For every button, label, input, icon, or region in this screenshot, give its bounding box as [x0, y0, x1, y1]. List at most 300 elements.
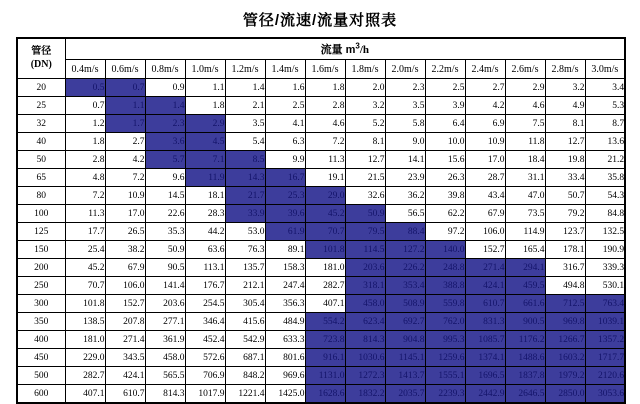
value-cell: 407.1 [305, 295, 345, 313]
value-cell: 1979.2 [545, 367, 585, 385]
velocity-header-1.6m/s: 1.6m/s [305, 60, 345, 79]
value-cell: 763.4 [585, 295, 625, 313]
value-cell: 6.4 [425, 115, 465, 133]
value-cell: 8.1 [545, 115, 585, 133]
value-cell: 38.2 [105, 241, 145, 259]
dn-cell: 300 [17, 295, 65, 313]
value-cell: 424.1 [465, 277, 505, 295]
value-cell: 1.7 [105, 115, 145, 133]
value-cell: 916.1 [305, 349, 345, 367]
value-cell: 2239.3 [425, 385, 465, 404]
value-cell: 26.3 [425, 169, 465, 187]
flow-header-sup: 3 [355, 41, 360, 51]
value-cell: 361.9 [145, 331, 185, 349]
value-cell: 346.4 [185, 313, 225, 331]
value-cell: 559.8 [425, 295, 465, 313]
value-cell: 19.8 [545, 151, 585, 169]
table-header [17, 38, 625, 79]
velocity-header-1.0m/s: 1.0m/s [185, 60, 225, 79]
value-cell: 1628.6 [305, 385, 345, 404]
dn-cell: 150 [17, 241, 65, 259]
value-cell: 458.0 [145, 349, 185, 367]
value-cell: 114.9 [505, 223, 545, 241]
value-cell: 9.6 [145, 169, 185, 187]
value-cell: 3.2 [545, 79, 585, 97]
value-cell: 762.0 [425, 313, 465, 331]
value-cell: 3.5 [225, 115, 265, 133]
value-cell: 132.5 [585, 223, 625, 241]
value-cell: 1.8 [65, 133, 105, 151]
value-cell: 36.2 [385, 187, 425, 205]
value-cell: 14.3 [225, 169, 265, 187]
value-cell: 53.0 [225, 223, 265, 241]
value-cell: 572.6 [185, 349, 225, 367]
table-row-dn-50 [17, 151, 625, 169]
value-cell: 158.3 [265, 259, 305, 277]
velocity-header-row [17, 60, 625, 79]
value-cell: 39.6 [265, 205, 305, 223]
value-cell: 0.7 [65, 97, 105, 115]
value-cell: 2.3 [385, 79, 425, 97]
value-cell: 79.2 [545, 205, 585, 223]
value-cell: 21.5 [345, 169, 385, 187]
value-cell: 610.7 [105, 385, 145, 404]
value-cell: 61.9 [265, 223, 305, 241]
value-cell: 33.9 [225, 205, 265, 223]
value-cell: 2.9 [185, 115, 225, 133]
value-cell: 4.8 [65, 169, 105, 187]
value-cell: 73.5 [505, 205, 545, 223]
corner-header-line2: (DN) [30, 58, 52, 70]
value-cell: 12.7 [545, 133, 585, 151]
value-cell: 89.1 [265, 241, 305, 259]
velocity-header-2.6m/s: 2.6m/s [505, 60, 545, 79]
value-cell: 415.6 [225, 313, 265, 331]
value-cell: 2120.6 [585, 367, 625, 385]
value-cell: 35.8 [585, 169, 625, 187]
value-cell: 11.8 [505, 133, 545, 151]
value-cell: 814.3 [345, 331, 385, 349]
value-cell: 1.8 [305, 79, 345, 97]
value-cell: 76.3 [225, 241, 265, 259]
value-cell: 706.9 [185, 367, 225, 385]
dn-cell: 450 [17, 349, 65, 367]
value-cell: 661.6 [505, 295, 545, 313]
value-cell: 4.1 [265, 115, 305, 133]
value-cell: 2850.0 [545, 385, 585, 404]
value-cell: 14.5 [145, 187, 185, 205]
value-cell: 2.7 [465, 79, 505, 97]
dn-cell: 100 [17, 205, 65, 223]
value-cell: 43.4 [465, 187, 505, 205]
value-cell: 1266.7 [545, 331, 585, 349]
dn-cell: 80 [17, 187, 65, 205]
value-cell: 141.4 [145, 277, 185, 295]
value-cell: 801.6 [265, 349, 305, 367]
velocity-header-1.4m/s: 1.4m/s [265, 60, 305, 79]
value-cell: 831.3 [465, 313, 505, 331]
value-cell: 848.2 [225, 367, 265, 385]
dn-cell: 32 [17, 115, 65, 133]
value-cell: 1039.1 [585, 313, 625, 331]
value-cell: 339.3 [585, 259, 625, 277]
value-cell: 26.5 [105, 223, 145, 241]
value-cell: 229.0 [65, 349, 105, 367]
value-cell: 25.3 [265, 187, 305, 205]
value-cell: 17.0 [465, 151, 505, 169]
value-cell: 353.4 [385, 277, 425, 295]
value-cell: 1696.5 [465, 367, 505, 385]
value-cell: 9.9 [265, 151, 305, 169]
value-cell: 5.7 [145, 151, 185, 169]
value-cell: 44.2 [185, 223, 225, 241]
value-cell: 2035.7 [385, 385, 425, 404]
value-cell: 1837.8 [505, 367, 545, 385]
value-cell: 17.0 [105, 205, 145, 223]
value-cell: 203.6 [145, 295, 185, 313]
value-cell: 19.1 [305, 169, 345, 187]
value-cell: 50.9 [145, 241, 185, 259]
value-cell: 407.1 [65, 385, 105, 404]
value-cell: 123.7 [545, 223, 585, 241]
value-cell: 3.2 [345, 97, 385, 115]
value-cell: 22.6 [145, 205, 185, 223]
flow-header-cell [65, 38, 625, 60]
value-cell: 633.3 [265, 331, 305, 349]
value-cell: 0.9 [145, 79, 185, 97]
value-cell: 4.2 [465, 97, 505, 115]
value-cell: 28.7 [465, 169, 505, 187]
value-cell: 5.8 [385, 115, 425, 133]
value-cell: 388.8 [425, 277, 465, 295]
value-cell: 2.7 [105, 133, 145, 151]
value-cell: 712.5 [545, 295, 585, 313]
value-cell: 424.1 [105, 367, 145, 385]
value-cell: 1.6 [265, 79, 305, 97]
value-cell: 127.2 [385, 241, 425, 259]
value-cell: 16.7 [265, 169, 305, 187]
value-cell: 4.6 [505, 97, 545, 115]
value-cell: 101.8 [305, 241, 345, 259]
table-row-dn-300 [17, 295, 625, 313]
dn-cell: 20 [17, 79, 65, 97]
velocity-header-2.2m/s: 2.2m/s [425, 60, 465, 79]
value-cell: 90.5 [145, 259, 185, 277]
velocity-header-0.8m/s: 0.8m/s [145, 60, 185, 79]
value-cell: 11.3 [65, 205, 105, 223]
velocity-header-0.6m/s: 0.6m/s [105, 60, 145, 79]
value-cell: 15.6 [425, 151, 465, 169]
value-cell: 4.5 [185, 133, 225, 151]
value-cell: 7.2 [105, 169, 145, 187]
table-row-dn-65 [17, 169, 625, 187]
value-cell: 8.1 [345, 133, 385, 151]
value-cell: 247.4 [265, 277, 305, 295]
value-cell: 8.5 [225, 151, 265, 169]
value-cell: 3.9 [425, 97, 465, 115]
value-cell: 63.6 [185, 241, 225, 259]
value-cell: 6.9 [465, 115, 505, 133]
value-cell: 2.5 [425, 79, 465, 97]
table-row-dn-80 [17, 187, 625, 205]
value-cell: 79.5 [345, 223, 385, 241]
dn-cell: 125 [17, 223, 65, 241]
value-cell: 7.2 [65, 187, 105, 205]
dn-cell: 500 [17, 367, 65, 385]
table-row-dn-125 [17, 223, 625, 241]
value-cell: 1259.6 [425, 349, 465, 367]
value-cell: 88.4 [385, 223, 425, 241]
value-cell: 70.7 [65, 277, 105, 295]
table-row-dn-400 [17, 331, 625, 349]
value-cell: 7.5 [505, 115, 545, 133]
value-cell: 277.1 [145, 313, 185, 331]
value-cell: 2442.9 [465, 385, 505, 404]
value-cell: 32.6 [345, 187, 385, 205]
table-body [17, 79, 625, 404]
value-cell: 1.4 [225, 79, 265, 97]
value-cell: 50.7 [545, 187, 585, 205]
value-cell: 17.7 [65, 223, 105, 241]
value-cell: 4.9 [545, 97, 585, 115]
value-cell: 31.1 [505, 169, 545, 187]
value-cell: 692.7 [385, 313, 425, 331]
value-cell: 56.5 [385, 205, 425, 223]
corner-header-cell [17, 38, 65, 79]
value-cell: 1131.0 [305, 367, 345, 385]
value-cell: 11.9 [185, 169, 225, 187]
value-cell: 356.3 [265, 295, 305, 313]
dn-cell: 50 [17, 151, 65, 169]
value-cell: 623.4 [345, 313, 385, 331]
value-cell: 207.8 [105, 313, 145, 331]
value-cell: 2.8 [305, 97, 345, 115]
value-cell: 6.3 [265, 133, 305, 151]
value-cell: 5.4 [225, 133, 265, 151]
value-cell: 2.0 [345, 79, 385, 97]
value-cell: 8.7 [585, 115, 625, 133]
value-cell: 1145.1 [385, 349, 425, 367]
table-row-dn-600 [17, 385, 625, 404]
value-cell: 271.4 [465, 259, 505, 277]
value-cell: 3.5 [385, 97, 425, 115]
value-cell: 152.7 [465, 241, 505, 259]
value-cell: 1.8 [185, 97, 225, 115]
value-cell: 904.8 [385, 331, 425, 349]
value-cell: 318.1 [345, 277, 385, 295]
value-cell: 1717.7 [585, 349, 625, 367]
value-cell: 0.5 [65, 79, 105, 97]
value-cell: 113.1 [185, 259, 225, 277]
value-cell: 1176.2 [505, 331, 545, 349]
value-cell: 2.8 [65, 151, 105, 169]
value-cell: 138.5 [65, 313, 105, 331]
value-cell: 1357.2 [585, 331, 625, 349]
table-row-dn-200 [17, 259, 625, 277]
value-cell: 2.9 [505, 79, 545, 97]
value-cell: 3.4 [585, 79, 625, 97]
value-cell: 1085.7 [465, 331, 505, 349]
flow-rate-table [16, 37, 626, 404]
velocity-header-2.0m/s: 2.0m/s [385, 60, 425, 79]
flow-header-row [17, 38, 625, 60]
dn-cell: 350 [17, 313, 65, 331]
velocity-header-1.2m/s: 1.2m/s [225, 60, 265, 79]
value-cell: 5.2 [345, 115, 385, 133]
table-row-dn-500 [17, 367, 625, 385]
value-cell: 10.0 [425, 133, 465, 151]
value-cell: 4.2 [105, 151, 145, 169]
value-cell: 70.7 [305, 223, 345, 241]
value-cell: 1413.7 [385, 367, 425, 385]
value-cell: 1425.0 [265, 385, 305, 404]
value-cell: 1603.2 [545, 349, 585, 367]
value-cell: 7.2 [305, 133, 345, 151]
value-cell: 39.8 [425, 187, 465, 205]
value-cell: 995.3 [425, 331, 465, 349]
value-cell: 18.1 [185, 187, 225, 205]
value-cell: 203.6 [345, 259, 385, 277]
value-cell: 1.1 [105, 97, 145, 115]
value-cell: 1221.4 [225, 385, 265, 404]
value-cell: 969.8 [545, 313, 585, 331]
value-cell: 294.1 [505, 259, 545, 277]
dn-cell: 25 [17, 97, 65, 115]
value-cell: 29.0 [305, 187, 345, 205]
value-cell: 135.7 [225, 259, 265, 277]
dn-cell: 200 [17, 259, 65, 277]
value-cell: 47.0 [505, 187, 545, 205]
value-cell: 458.0 [345, 295, 385, 313]
dn-cell: 65 [17, 169, 65, 187]
value-cell: 176.7 [185, 277, 225, 295]
value-cell: 2.3 [145, 115, 185, 133]
value-cell: 282.7 [305, 277, 345, 295]
value-cell: 62.2 [425, 205, 465, 223]
value-cell: 1374.1 [465, 349, 505, 367]
value-cell: 28.3 [185, 205, 225, 223]
value-cell: 212.1 [225, 277, 265, 295]
value-cell: 554.2 [305, 313, 345, 331]
velocity-header-2.4m/s: 2.4m/s [465, 60, 505, 79]
value-cell: 106.0 [465, 223, 505, 241]
value-cell: 814.3 [145, 385, 185, 404]
value-cell: 1832.2 [345, 385, 385, 404]
value-cell: 316.7 [545, 259, 585, 277]
value-cell: 33.4 [545, 169, 585, 187]
value-cell: 165.4 [505, 241, 545, 259]
value-cell: 13.6 [585, 133, 625, 151]
table-row-dn-150 [17, 241, 625, 259]
value-cell: 1272.3 [345, 367, 385, 385]
table-row-dn-40 [17, 133, 625, 151]
value-cell: 9.0 [385, 133, 425, 151]
table-row-dn-450 [17, 349, 625, 367]
value-cell: 140.0 [425, 241, 465, 259]
value-cell: 494.8 [545, 277, 585, 295]
value-cell: 226.2 [385, 259, 425, 277]
dn-cell: 600 [17, 385, 65, 404]
corner-header-line1: 管径 [31, 46, 52, 57]
value-cell: 0.7 [105, 79, 145, 97]
value-cell: 459.5 [505, 277, 545, 295]
value-cell: 1.2 [65, 115, 105, 133]
value-cell: 14.1 [385, 151, 425, 169]
value-cell: 687.1 [225, 349, 265, 367]
value-cell: 178.1 [545, 241, 585, 259]
value-cell: 21.7 [225, 187, 265, 205]
value-cell: 18.4 [505, 151, 545, 169]
table-row-dn-250 [17, 277, 625, 295]
table-row-dn-350 [17, 313, 625, 331]
value-cell: 282.7 [65, 367, 105, 385]
value-cell: 23.9 [385, 169, 425, 187]
value-cell: 67.9 [465, 205, 505, 223]
table-row-dn-32 [17, 115, 625, 133]
value-cell: 1488.6 [505, 349, 545, 367]
value-cell: 254.5 [185, 295, 225, 313]
value-cell: 542.9 [225, 331, 265, 349]
value-cell: 248.8 [425, 259, 465, 277]
value-cell: 35.3 [145, 223, 185, 241]
flow-header-prefix: 流量 m [320, 44, 356, 56]
value-cell: 900.5 [505, 313, 545, 331]
table-row-dn-100 [17, 205, 625, 223]
value-cell: 1555.1 [425, 367, 465, 385]
value-cell: 4.6 [305, 115, 345, 133]
value-cell: 21.2 [585, 151, 625, 169]
dn-cell: 400 [17, 331, 65, 349]
value-cell: 97.2 [425, 223, 465, 241]
value-cell: 190.9 [585, 241, 625, 259]
value-cell: 1.1 [185, 79, 225, 97]
value-cell: 305.4 [225, 295, 265, 313]
value-cell: 152.7 [105, 295, 145, 313]
value-cell: 7.1 [185, 151, 225, 169]
velocity-header-3.0m/s: 3.0m/s [585, 60, 625, 79]
value-cell: 45.2 [305, 205, 345, 223]
value-cell: 723.8 [305, 331, 345, 349]
value-cell: 2646.5 [505, 385, 545, 404]
velocity-header-0.4m/s: 0.4m/s [65, 60, 105, 79]
value-cell: 101.8 [65, 295, 105, 313]
value-cell: 3.6 [145, 133, 185, 151]
value-cell: 67.9 [105, 259, 145, 277]
table-row-dn-20 [17, 79, 625, 97]
velocity-header-1.8m/s: 1.8m/s [345, 60, 385, 79]
value-cell: 969.6 [265, 367, 305, 385]
value-cell: 2.1 [225, 97, 265, 115]
value-cell: 508.9 [385, 295, 425, 313]
value-cell: 3053.6 [585, 385, 625, 404]
value-cell: 12.7 [345, 151, 385, 169]
dn-cell: 40 [17, 133, 65, 151]
flow-header-suffix: /h [359, 44, 370, 56]
value-cell: 343.5 [105, 349, 145, 367]
value-cell: 2.5 [265, 97, 305, 115]
value-cell: 181.0 [65, 331, 105, 349]
table-row-dn-25 [17, 97, 625, 115]
value-cell: 1017.9 [185, 385, 225, 404]
value-cell: 565.5 [145, 367, 185, 385]
value-cell: 484.9 [265, 313, 305, 331]
value-cell: 45.2 [65, 259, 105, 277]
value-cell: 11.3 [305, 151, 345, 169]
value-cell: 84.8 [585, 205, 625, 223]
value-cell: 181.0 [305, 259, 345, 277]
value-cell: 25.4 [65, 241, 105, 259]
value-cell: 106.0 [105, 277, 145, 295]
